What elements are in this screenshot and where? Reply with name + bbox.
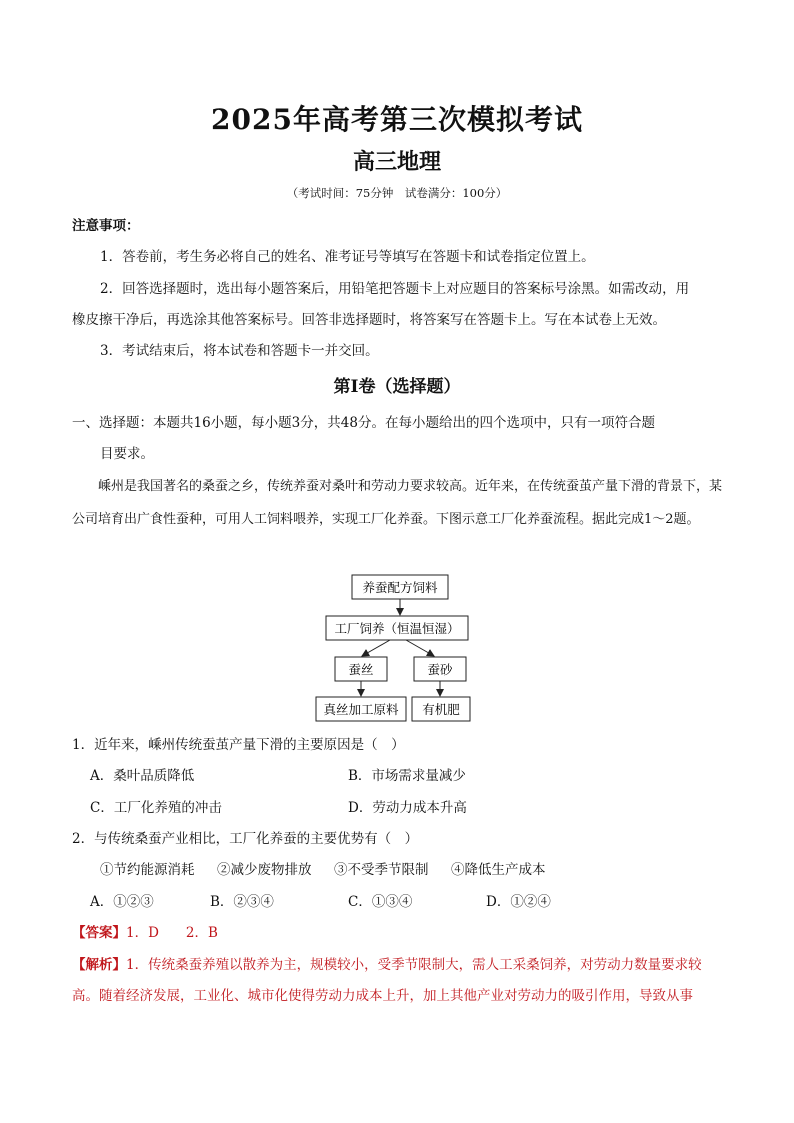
notice-item-2a: 2．回答选择题时，选出每小题答案后，用铅笔把答题卡上对应题目的答案标号涂黑。如需改动，用	[100, 281, 690, 297]
exam-title: 2025年高考第三次模拟考试	[211, 103, 583, 136]
section-instruction-a: 一、选择题：本题共16小题，每小题3分，共48分。在每小题给出的四个选项中，只有一项符合题	[72, 415, 655, 431]
answer-text: 1．D 2．B	[126, 925, 218, 941]
arrow-factory-sand	[406, 640, 434, 656]
q1-option-d: D．劳动力成本升高	[348, 800, 467, 816]
q2-stem: 2．与传统桑蚕产业相比，工厂化养蚕的主要优势有（ ）	[72, 831, 419, 847]
q1-option-a: A．桑叶品质降低	[90, 768, 195, 784]
box-factory	[326, 616, 468, 640]
box-raw-label: 真丝加工原料	[323, 702, 399, 717]
q2-option-b: B．②③④	[210, 894, 274, 910]
q1-option-b: B．市场需求量减少	[348, 768, 466, 784]
analysis-line-1	[72, 955, 702, 975]
q2-option-d: D．①②④	[486, 894, 551, 910]
box-sand	[414, 657, 466, 681]
q1-option-c: C．工厂化养殖的冲击	[90, 800, 222, 816]
section-instruction-b: 目要求。	[100, 446, 154, 462]
arrow-factory-silk	[362, 640, 390, 656]
box-silk-label: 蚕丝	[348, 662, 374, 677]
notice-item-3: 3．考试结束后，将本试卷和答题卡一并交回。	[100, 343, 379, 359]
silk-farming-flow-diagram	[310, 570, 490, 725]
box-raw	[316, 697, 406, 721]
analysis-label: 【解析】	[72, 957, 126, 973]
exam-subtitle: 高三地理	[352, 149, 441, 175]
analysis-text-1: 1．传统桑蚕养殖以散养为主，规模较小，受季节限制大，需人工采桑饲养，对劳动力数量要求较	[126, 957, 702, 973]
q2-statement-1: ①节约能源消耗	[100, 862, 195, 878]
answer-label: 【答案】	[72, 925, 126, 941]
q2-statement-3: ③不受季节限制	[334, 862, 429, 878]
exam-time-info: （考试时间：75分钟 试卷满分：100分）	[286, 186, 508, 200]
notice-heading: 注意事项：	[72, 218, 140, 234]
box-feed	[352, 575, 448, 599]
question-intro: 嵊州是我国著名的桑蚕之乡，传统养蚕对桑叶和劳动力要求较高。近年来，在传统蚕茧产量下滑的背景下，某公司培育出广食性蚕种，可用人工饲料喂养，实现工厂化养蚕。下图示意工厂化养蚕流程。据此完成1～2题。	[72, 479, 723, 527]
box-silk	[335, 657, 387, 681]
box-fert	[412, 697, 470, 721]
notice-item-1: 1．答卷前，考生务必将自己的姓名、准考证号等填写在答题卡和试卷指定位置上。	[100, 249, 595, 265]
q2-option-a: A．①②③	[90, 894, 154, 910]
box-factory-label: 工厂饲养（恒温恒湿）	[334, 621, 460, 636]
q2-option-c: C．①③④	[348, 894, 413, 910]
section-title: 第Ⅰ卷（选择题）	[333, 377, 461, 397]
box-feed-label: 养蚕配方饲料	[362, 580, 438, 595]
box-fert-label: 有机肥	[422, 702, 460, 717]
answer-line	[72, 923, 218, 943]
q1-stem: 1．近年来，嵊州传统蚕茧产量下滑的主要原因是（ ）	[72, 737, 405, 753]
q2-statement-2: ②减少废物排放	[217, 862, 312, 878]
q2-statement-4: ④降低生产成本	[451, 862, 546, 878]
notice-item-2b: 橡皮擦干净后，再选涂其他答案标号。回答非选择题时，将答案写在答题卡上。写在本试卷上无效。	[72, 312, 666, 328]
box-sand-label: 蚕砂	[427, 662, 453, 677]
analysis-text-2: 高。随着经济发展，工业化、城市化使得劳动力成本上升，加上其他产业对劳动力的吸引作用，导致从事	[72, 988, 693, 1004]
